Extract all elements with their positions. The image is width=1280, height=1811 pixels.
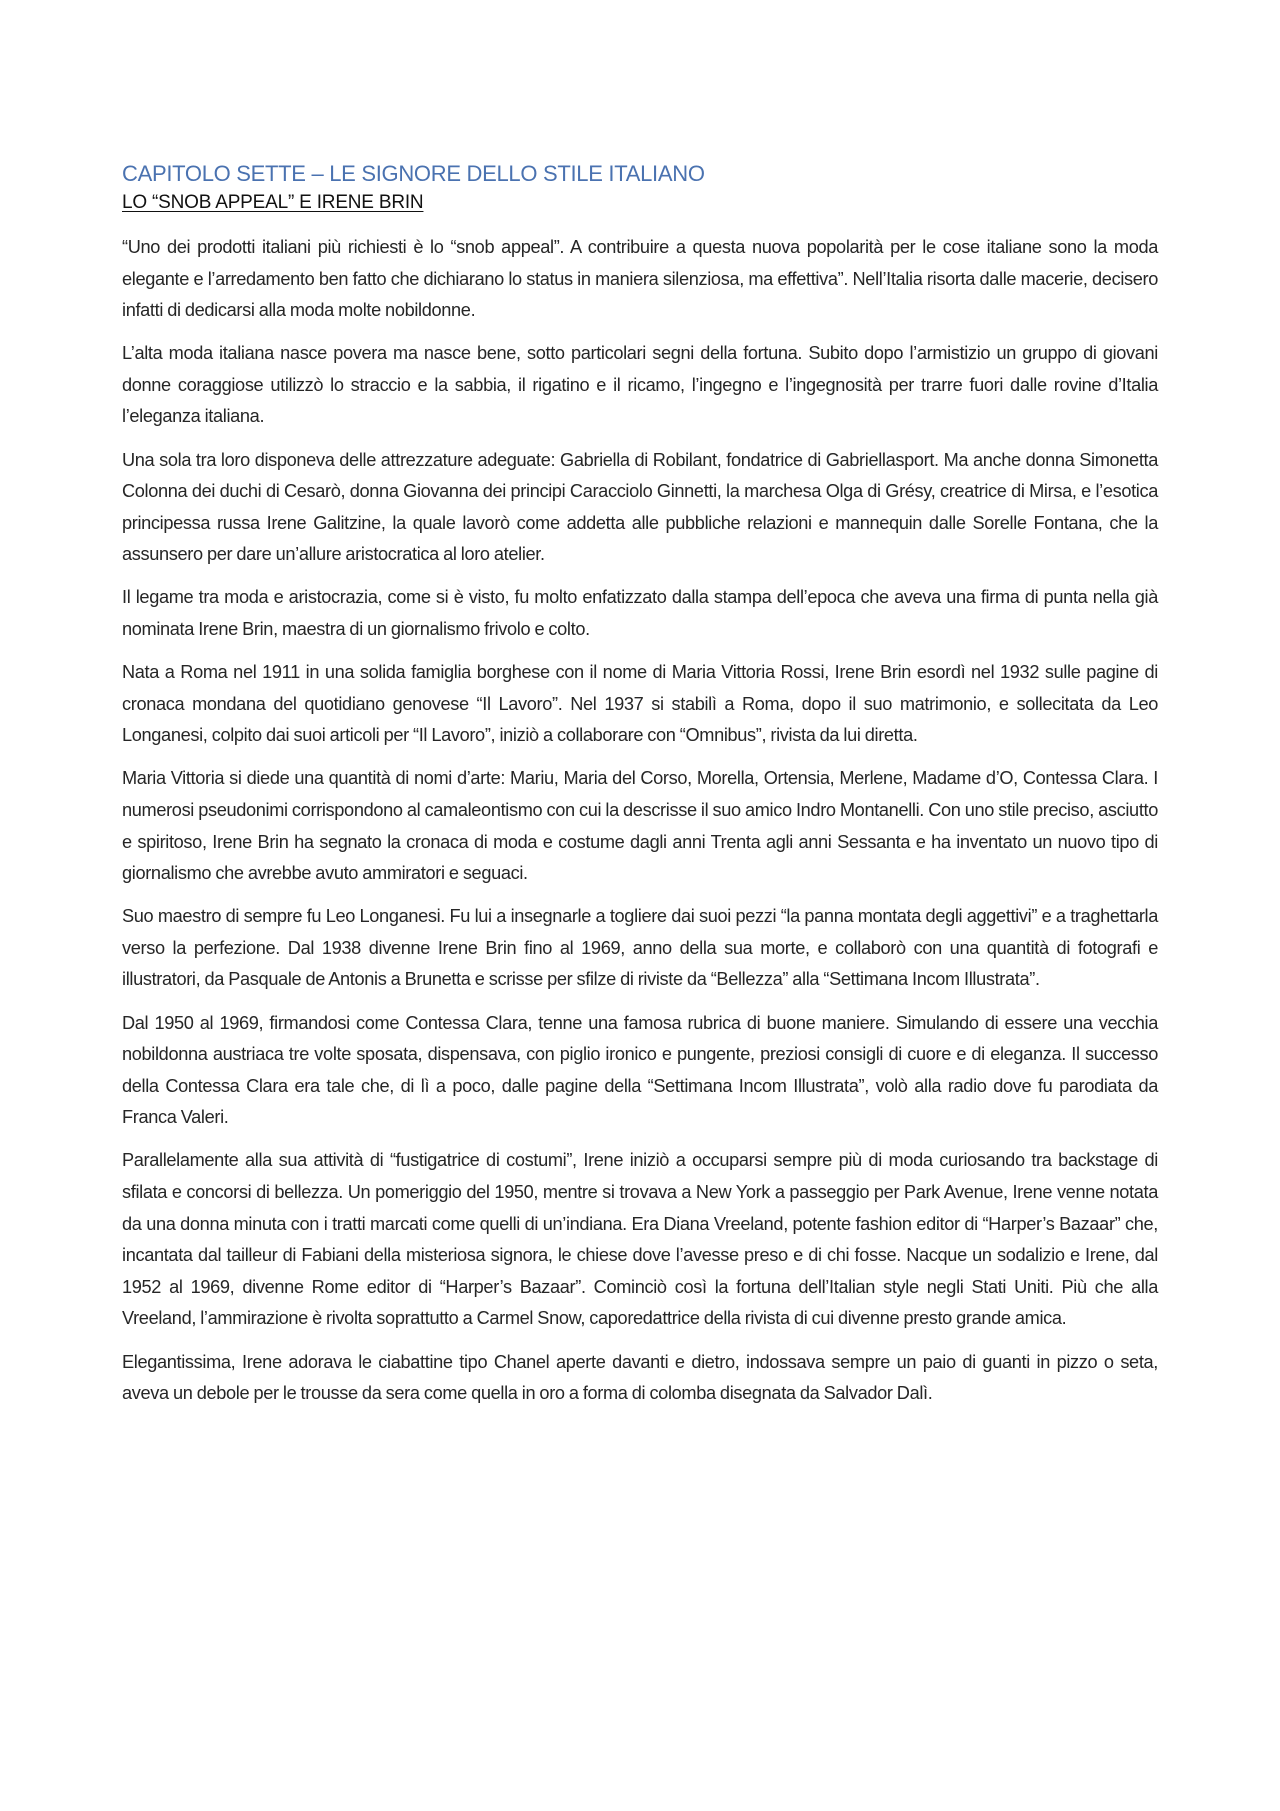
section-title: LO “SNOB APPEAL” E IRENE BRIN bbox=[122, 192, 424, 213]
paragraph-6: Maria Vittoria si diede una quantità di nomi d’arte: Mariu, Maria del Corso, Morella, Ortensia, Merlene, Madame d’O, Contessa Clara. I numerosi pseudonimi corrispondono al camaleontismo con cui la descrisse il suo amico Indro Montanelli. Con uno stile preciso, asciutto e spiritoso, Irene Brin ha segnato la cronaca di moda e costume dagli anni Trenta agli anni Sessanta e ha inventato un nuovo tipo di giornalismo che avrebbe avuto ammiratori e seguaci. bbox=[122, 768, 1158, 884]
paragraph-1: “Uno dei prodotti italiani più richiesti è lo “snob appeal”. A contribuire a questa nuova popolarità per le cose italiane sono la moda elegante e l’arredamento ben fatto che dichiarano lo status in maniera silenziosa, ma effettiva”. Nell’Italia risorta dalle macerie, decisero infatti di dedicarsi alla moda molte nobildonne. bbox=[122, 237, 1158, 321]
paragraph-5: Nata a Roma nel 1911 in una solida famiglia borghese con il nome di Maria Vittoria Rossi, Irene Brin esordì nel 1932 sulle pagine di cronaca mondana del quotidiano genovese “Il Lavoro”. Nel 1937 si stabilì a Roma, dopo il suo matrimonio, e sollecitata da Leo Longanesi, colpito dai suoi articoli per “Il Lavoro”, iniziò a collaborare con “Omnibus”, rivista da lui diretta. bbox=[122, 662, 1158, 746]
paragraph-7: Suo maestro di sempre fu Leo Longanesi. Fu lui a insegnarle a togliere dai suoi pezzi “la panna montata degli aggettivi” e a traghettarla verso la perfezione. Dal 1938 divenne Irene Brin fino al 1969, anno della sua morte, e collaborò con una quantità di fotografi e illustratori, da Pasquale de Antonis a Brunetta e scrisse per sfilze di riviste da “Bellezza” alla “Settimana Incom Illustrata”. bbox=[122, 906, 1158, 990]
paragraph-4: Il legame tra moda e aristocrazia, come si è visto, fu molto enfatizzato dalla stampa dell’epoca che aveva una firma di punta nella già nominata Irene Brin, maestra di un giornalismo frivolo e colto. bbox=[122, 587, 1158, 640]
paragraph-8: Dal 1950 al 1969, firmandosi come Contessa Clara, tenne una famosa rubrica di buone maniere. Simulando di essere una vecchia nobildonna austriaca tre volte sposata, dispensava, con piglio ironico e pungente, preziosi consigli di cuore e di eleganza. Il successo della Contessa Clara era tale che, di lì a poco, dalle pagine della “Settimana Incom Illustrata”, volò alla radio dove fu parodiata da Franca Valeri. bbox=[122, 1012, 1158, 1128]
body-text bbox=[122, 232, 1158, 1410]
chapter-title: CAPITOLO SETTE – LE SIGNORE DELLO STILE ITALIANO bbox=[122, 161, 705, 186]
paragraph-2: L’alta moda italiana nasce povera ma nasce bene, sotto particolari segni della fortuna. Subito dopo l’armistizio un gruppo di giovani donne coraggiose utilizzò lo straccio e la sabbia, il rigatino e il ricamo, l’ingegno e l’ingegnosità per trarre fuori dalle rovine d’Italia l’eleganza italiana. bbox=[122, 343, 1158, 427]
paragraph-9: Parallelamente alla sua attività di “fustigatrice di costumi”, Irene iniziò a occuparsi sempre più di moda curiosando tra backstage di sfilata e concorsi di bellezza. Un pomeriggio del 1950, mentre si trovava a New York a passeggio per Park Avenue, Irene venne notata da una donna minuta con i tratti marcati come quelli di un’indiana. Era Diana Vreeland, potente fashion editor di “Harper’s Bazaar” che, incantata dal tailleur di Fabiani della misteriosa signora, le chiese dove l’avesse preso e di chi fosse. Nacque un sodalizio e Irene, dal 1952 al 1969, divenne Rome editor di “Harper’s Bazaar”. Cominciò così la fortuna dell’Italian style negli Stati Uniti. Più che alla Vreeland, l’ammirazione è rivolta soprattutto a Carmel Snow, caporedattrice della rivista di cui divenne presto grande amica. bbox=[122, 1150, 1158, 1329]
document-page bbox=[122, 160, 1158, 1421]
paragraph-10: Elegantissima, Irene adorava le ciabattine tipo Chanel aperte davanti e dietro, indossava sempre un paio di guanti in pizzo o seta, aveva un debole per le trousse da sera come quella in oro a forma di colomba disegnata da Salvador Dalì. bbox=[122, 1351, 1158, 1404]
paragraph-3: Una sola tra loro disponeva delle attrezzature adeguate: Gabriella di Robilant, fondatrice di Gabriellasport. Ma anche donna Simonetta Colonna dei duchi di Cesarò, donna Giovanna dei principi Caracciolo Ginnetti, la marchesa Olga di Grésy, creatrice di Mirsa, e l’esotica principessa russa Irene Galitzine, la quale lavorò come addetta alle pubbliche relazioni e mannequin dalle Sorelle Fontana, che la assunsero per dare un’allure aristocratica al loro atelier. bbox=[122, 449, 1158, 565]
